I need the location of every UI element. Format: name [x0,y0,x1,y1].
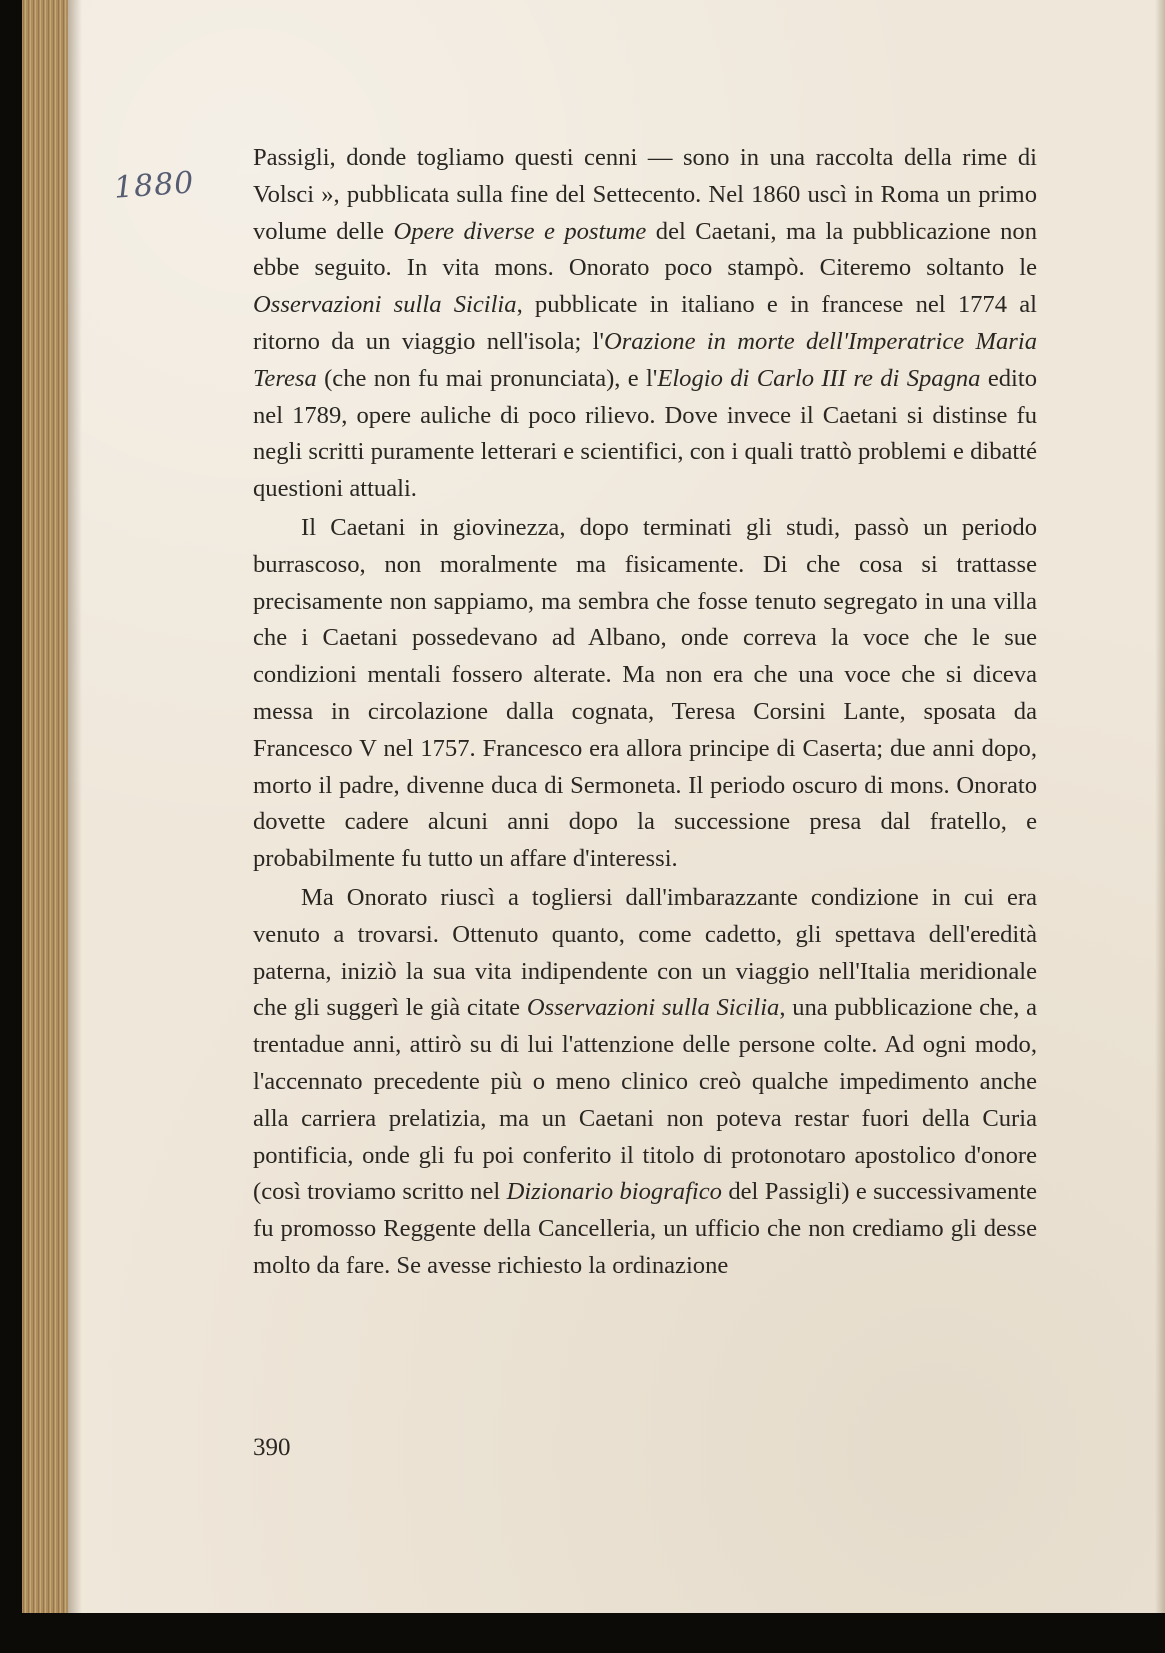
paragraph-2 [253,510,1037,878]
text-span: (che non fu mai pronunciata), e l' [316,364,658,392]
page-number: 390 [253,1434,291,1461]
book-spine-edge [22,0,68,1613]
italic-title: Opere diverse e postume [393,217,647,245]
text-span: , una pubblicazione che, a trentadue anni, attirò su di lui l'attenzione delle persone colte. Ad ogni modo, l'accennato precedente più o meno clinico creò qualche impedimento anche alla carriera prelatizia, ma un Caetani non poteva restar fuori della Curia pontificia, onde gli fu poi conferito il titolo di protonotaro apostolico d'onore (così troviamo scritto nel [253,994,1037,1206]
italic-title: Elogio di Carlo III re di Spagna [657,364,981,392]
text-span: Il Caetani in giovinezza, dopo terminati gli studi, passò un periodo burrascoso, non moralmente ma fisicamente. Di che cosa si trattasse precisamente non sappiamo, ma sembra che fosse tenuto segregato in una villa che i Caetani possedevano ad Albano, onde correva la voce che le sue condizioni mentali fossero alterate. Ma non era che una voce che si diceva messa in circolazione dalla cognata, Teresa Corsini Lante, sposata da Francesco V nel 1757. Francesco era allora principe di Caserta; due anni dopo, morto il padre, divenne duca di Sermoneta. Il periodo oscuro di mons. Onorato dovette cadere alcuni anni dopo la successione presa dal fratello, e probabilmente fu tutto un affare d'interessi. [253,513,1037,873]
italic-title: Osservazioni sulla Sicilia [253,291,517,319]
text-span: , pubblicate in italiano e in francese nel 1774 al ritorno da un viaggio nell'isola; l' [253,291,1037,355]
text-span: edito nel 1789, opere auliche di poco rilievo. Dove invece il Caetani si distinse fu negli scritti puramente letterari e scientifici, con i quali trattò problemi e dibatté questioni attuali. [253,364,1037,503]
text-span: Ma Onorato riuscì a togliersi dall'imbarazzante condizione in cui era venuto a trovarsi. Ottenuto quanto, come cadetto, gli spettava dell'eredità paterna, iniziò la sua vita indipendente con un viaggio nell'Italia meridionale che gli suggerì le già citate [253,883,1037,1022]
text-span: del Passigli) e successivamente fu promosso Reggente della Cancelleria, un ufficio che non crediamo gli desse molto da fare. Se avesse richiesto la ordinazione [253,1178,1037,1279]
page-right-edge [1155,0,1165,1613]
paragraph-1 [253,140,1037,508]
text-span: Passigli, donde togliamo questi cenni — sono in una raccolta della rime di Volsci », pubblicata sulla fine del Settecento. Nel 1860 uscì in Roma un primo volume delle [253,144,1037,245]
gutter-shadow [68,0,82,1613]
italic-title: Osservazioni sulla Sicilia [526,994,780,1022]
italic-title: Orazione in morte dell'Imperatrice Maria Teresa [253,327,1037,392]
text-span: del Caetani, ma la pubblicazione non ebbe seguito. In vita mons. Onorato poco stampò. Citeremo soltanto le [253,217,1037,282]
handwritten-margin-note: 1880 [112,165,196,206]
italic-title: Dizionario biografico [506,1178,722,1206]
paragraph-3 [253,880,1037,1285]
scan-bottom-border [0,1613,1165,1653]
body-text [253,140,1037,1285]
book-page [22,0,1165,1613]
